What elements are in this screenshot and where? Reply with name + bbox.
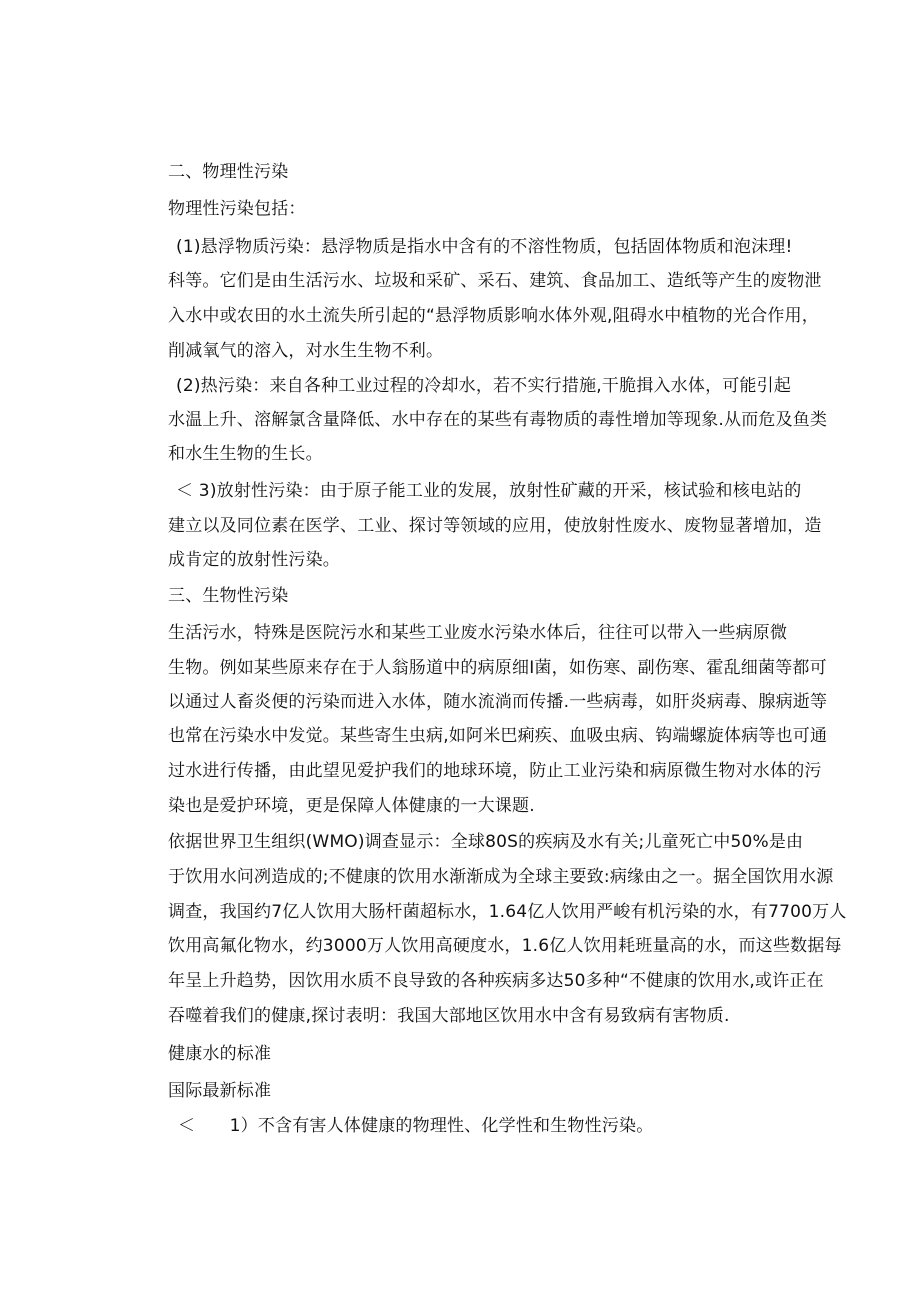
suspended-matter-line-2: 科等。它们是由生活污水、垃圾和采矿、采石、建筑、食品加工、造纸等产生的废物泄: [168, 271, 822, 291]
standard-item-1: ＜ 1）不含有害人体健康的物理性、化学性和生物性污染。: [178, 1116, 654, 1136]
radioactive-pollution-line-3: 成肯定的放射性污染。: [168, 550, 340, 570]
radioactive-pollution-line-1: ＜ 3)放射性污染：由于原子能工业的发展，放射性矿藏的开采，核试验和核电站的: [176, 481, 802, 501]
biological-pollution-line-4: 也常在污染水中发觉。某些寄生虫病,如阿米巴痢疾、血吸虫病、钩端螺旋体病等也可通: [168, 726, 828, 746]
heading-biological-pollution: 三、生物性污染: [168, 586, 289, 606]
thermal-pollution-line-2: 水温上升、溶解氯含量降低、水中存在的某些有毒物质的毒性增加等现象.从而危及鱼类: [168, 410, 828, 430]
physical-pollution-intro: 物理性污染包括：: [168, 199, 306, 219]
who-survey-line-1: 依据世界卫生组织(WMO)调查显示：全球80S的疾病及水有关;儿童死亡中50%是由: [168, 832, 804, 852]
heading-healthy-water-standard: 健康水的标准: [168, 1044, 272, 1064]
heading-international-standard: 国际最新标准: [168, 1081, 272, 1101]
suspended-matter-line-3: 入水中或农田的水土流失所引起的“悬浮物质影响水体外观,阻碍水中植物的光合作用，: [168, 306, 820, 326]
thermal-pollution-line-3: 和水生生物的生长。: [168, 444, 323, 464]
heading-physical-pollution: 二、物理性污染: [168, 162, 289, 182]
biological-pollution-line-2: 生物。例如某些原来存在于人翁肠道中的病原细Ⅰ菌，如伤寒、副伤寒、霍乱细菌等都可: [168, 658, 827, 678]
suspended-matter-line-4: 削减氧气的溶入，对水生生物不利。: [168, 341, 444, 361]
suspended-matter-line-1: (1)悬浮物质污染：悬浮物质是指水中含有的不溶性物质，包括固体物质和泡沫理!: [176, 237, 793, 257]
who-survey-line-3: 调查，我国约7亿人饮用大肠杆菌超标水，1.64亿人饮用严峻有机污染的水，有7700万人: [168, 902, 847, 922]
radioactive-pollution-line-2: 建立以及同位素在医学、工业、探讨等领域的应用，使放射性废水、废物显著增加，造: [168, 516, 822, 536]
who-survey-line-5: 年呈上升趋势，因饮用水质不良导致的各种疾病多达50多种“不健康的饮用水,或许正在: [168, 971, 824, 991]
who-survey-line-4: 饮用高氟化物水，约3000万人饮用高硬度水，1.6亿人饮用耗班量高的水，而这些数据每: [168, 936, 842, 956]
biological-pollution-line-3: 以通过人畜炎便的污染而进入水体，随水流淌而传播.一些病毒，如肝炎病毒、腺病逝等: [168, 692, 828, 712]
thermal-pollution-line-1: (2)热污染：来自各种工业过程的冷却水，若不实行措施,干脆揖入水体，可能引起: [176, 376, 792, 396]
biological-pollution-line-5: 过水进行传播，由此望见爱护我们的地球环境，防止工业污染和病原微生物对水体的污: [168, 761, 822, 781]
who-survey-line-6: 吞噬着我们的健康,探讨表明：我国大部地区饮用水中含有易致病有害物质.: [168, 1006, 730, 1026]
biological-pollution-line-6: 染也是爱护环境，更是保障人体健康的一大课题.: [168, 796, 535, 816]
who-survey-line-2: 于饮用水问冽造成的;不健康的饮用水渐渐成为全球主要致:病缘由之一。据全国饮用水源: [168, 867, 834, 887]
biological-pollution-line-1: 生活污水，特殊是医院污水和某些工业废水污染水体后，往往可以带入一些病原微: [168, 623, 788, 643]
